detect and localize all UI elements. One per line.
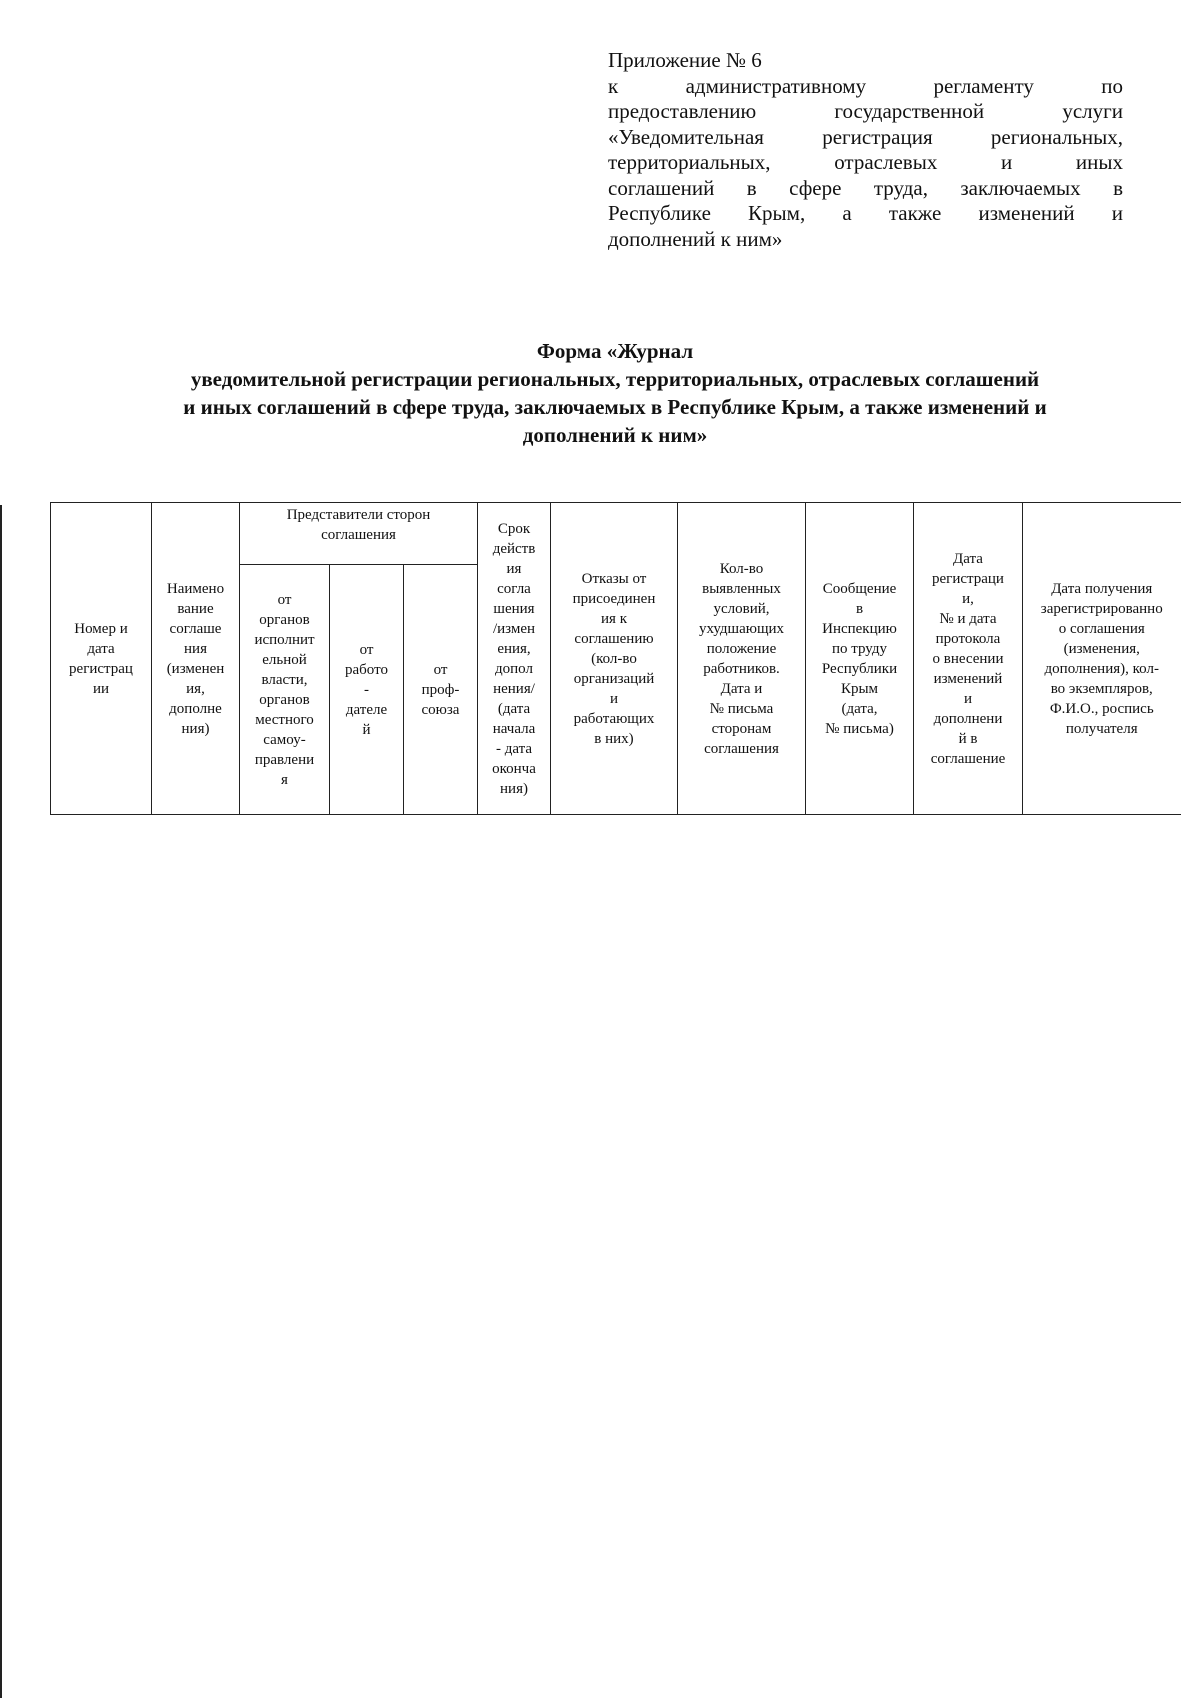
appendix-line: к административному регламенту по — [608, 73, 1123, 98]
form-title-line: Форма «Журнал — [536, 339, 694, 363]
col-header-from-authorities: от органов исполнит ельной власти, органов местного самоу- правлени я — [240, 565, 330, 815]
table-header-row — [51, 503, 1181, 565]
appendix-line: дополнений к ним» — [608, 226, 783, 251]
form-title-line: дополнений к ним» — [522, 423, 708, 447]
col-header-from-union: от проф- союза — [404, 565, 478, 815]
col-header-number-date: Номер и дата регистрац ии — [51, 503, 152, 815]
appendix-line: «Уведомительная регистрация региональных, — [608, 124, 1123, 149]
col-header-validity-period: Срок действ ия согла шения /измен ения, допол нения/ (дата начала - дата оконча ния) — [478, 503, 551, 815]
col-header-worsening-conditions: Кол-во выявленных условий, ухудшающих положение работников. Дата и № письма сторонам соглашения — [678, 503, 806, 815]
col-header-refusals: Отказы от присоединен ия к соглашению (кол-во организаций и работающих в них) — [551, 503, 678, 815]
appendix-line: предоставлению государственной услуги — [608, 99, 1123, 123]
appendix-block — [608, 48, 1123, 252]
form-title-line: и иных соглашений в сфере труда, заключаемых в Республике Крым, а также изменений и — [183, 395, 1047, 419]
col-header-from-employers: от работо - дателе й — [330, 565, 404, 815]
col-header-representatives: Представители сторон соглашения — [240, 503, 478, 565]
form-title-line: уведомительной регистрации региональных, территориальных, отраслевых соглашений — [190, 367, 1040, 391]
appendix-line: Республике Крым, а также изменений и — [608, 201, 1123, 225]
appendix-line: территориальных, отраслевых и иных — [608, 150, 1123, 174]
appendix-line: соглашений в сфере труда, заключаемых в — [608, 175, 1123, 200]
col-header-inspection-message: Сообщение в Инспекцию по труду Республики Крым (дата, № письма) — [806, 503, 914, 815]
journal-table — [50, 502, 1181, 815]
appendix-line: Приложение № 6 — [608, 48, 762, 72]
col-header-agreement-name: Наимено вание соглаше ния (изменен ия, дополне ния) — [152, 503, 240, 815]
col-header-receipt-date: Дата получения зарегистрированно о соглашения (изменения, дополнения), кол- во экземпляров, Ф.И.О., роспись получателя — [1023, 503, 1181, 815]
scan-left-edge — [0, 505, 2, 1698]
form-title — [90, 337, 1140, 449]
col-header-protocol-registration: Дата регистраци и, № и дата протокола о внесении изменений и дополнени й в соглашение — [914, 503, 1023, 815]
